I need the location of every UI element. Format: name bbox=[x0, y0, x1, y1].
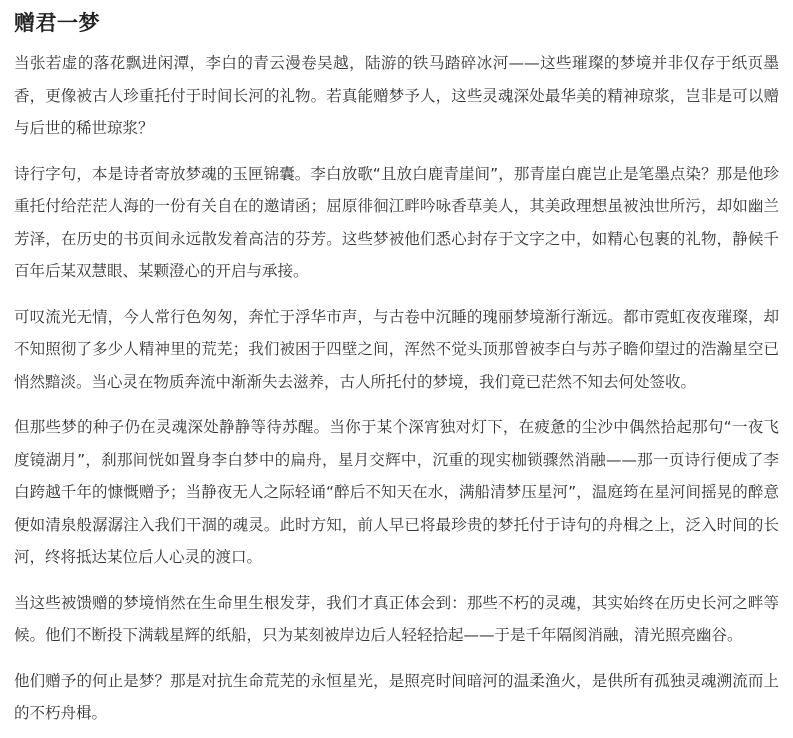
article bbox=[0, 8, 793, 730]
article-paragraph: 可叹流光无情，今人常行色匆匆，奔忙于浮华市声，与古卷中沉睡的瑰丽梦境渐行渐远。都市霓虹夜夜璀璨，却不知照彻了多少人精神里的荒芜；我们被困于四壁之间，浑然不觉头顶那曾被李白与苏子瞻仰望过的浩瀚星空已悄然黯淡。当心灵在物质奔流中渐渐失去滋养，古人所托付的梦境，我们竟已茫然不知去何处签收。 bbox=[14, 307, 779, 391]
article-paragraph: 他们赠予的何止是梦？那是对抗生命荒芜的永恒星光，是照亮时间暗河的温柔渔火，是供所有孤独灵魂溯流而上的不朽舟楫。 bbox=[14, 671, 779, 722]
article-paragraph: 当张若虚的落花飘进闲潭，李白的青云漫卷吴越，陆游的铁马踏碎冰河——这些璀璨的梦境并非仅存于纸页墨香，更像被古人珍重托付于时间长河的礼物。若真能赠梦予人，这些灵魂深处最华美的精神琼浆，岂非是可以赠与后世的稀世琼浆？ bbox=[14, 54, 779, 137]
article-title: 赠君一梦 bbox=[14, 11, 100, 35]
article-paragraph: 诗行字句，本是诗者寄放梦魂的玉匣锦囊。李白放歌“且放白鹿青崖间”，那青崖白鹿岂止是笔墨点染？那是他珍重托付给茫茫人海的一份有关自在的邀请函；屈原徘徊江畔吟咏香草美人，其美政理想虽被浊世所污，却如幽兰芳泽，在历史的书页间永远散发着高洁的芬芳。这些梦被他们悉心封存于文字之中，如精心包裹的礼物，静候千百年后某双慧眼、某颗澄心的开启与承接。 bbox=[14, 164, 779, 280]
article-paragraph: 当这些被馈赠的梦境悄然在生命里生根发芽，我们才真正体会到：那些不朽的灵魂，其实始终在历史长河之畔等候。他们不断投下满载星辉的纸船，只为某刻被岸边后人轻轻拾起——于是千年隔阂消融，清光照亮幽谷。 bbox=[14, 593, 779, 644]
article-paragraph: 但那些梦的种子仍在灵魂深处静静等待苏醒。当你于某个深宵独对灯下，在疲惫的尘沙中偶然拾起那句“一夜飞度镜湖月”，刹那间恍如置身李白梦中的扁舟，星月交辉中，沉重的现实枷锁骤然消融——那一页诗行便成了李白跨越千年的慷慨赠予；当静夜无人之际轻诵“醉后不知天在水，满船清梦压星河”，温庭筠在星河间摇晃的醉意便如清泉般潺潺注入我们干涸的魂灵。此时方知，前人早已将最珍贵的梦托付于诗句的舟楫之上，泛入时间的长河，终将抵达某位后人心灵的渡口。 bbox=[14, 418, 779, 566]
article-body bbox=[14, 47, 779, 730]
